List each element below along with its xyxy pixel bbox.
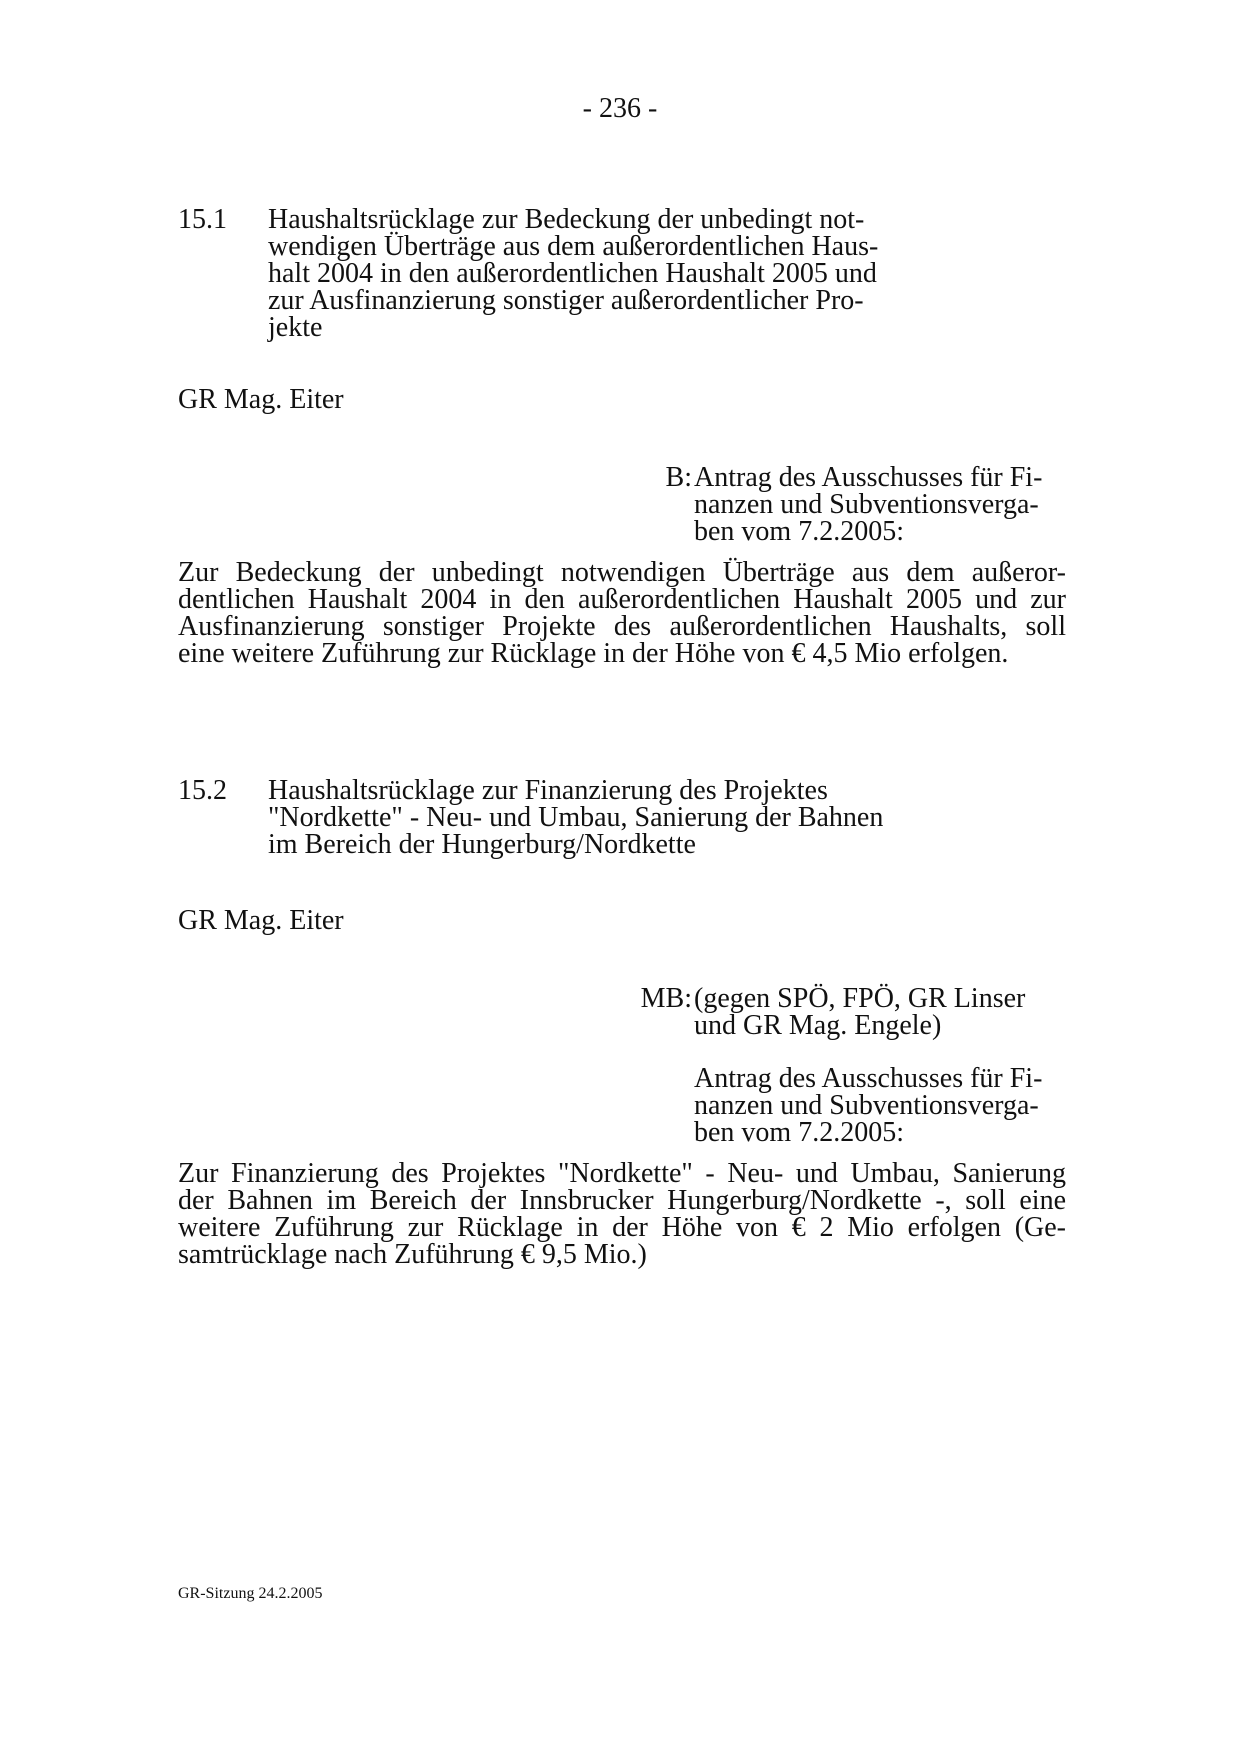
body-line: Zur Finanzierung des Projektes "Nordkette" - Neu- und Umbau, Sanierung [178, 1158, 1066, 1189]
item-title-15-2 [268, 777, 968, 858]
item-number-15-2: 15.2 [178, 775, 227, 806]
body-line: eine weitere Zuführung zur Rücklage in der Höhe von € 4,5 Mio erfolgen. [178, 638, 1009, 669]
title-line: "Nordkette" - Neu- und Umbau, Sanierung der Bahnen [268, 802, 884, 833]
verdict-text-15-1 [694, 464, 1042, 545]
speaker-15-2: GR Mag. Eiter [178, 905, 344, 936]
body-line: Zur Bedeckung der unbedingt notwendigen Überträge aus dem außeror- [178, 557, 1066, 588]
page-number: - 236 - [582, 93, 658, 124]
verdict-line: ben vom 7.2.2005: [694, 1117, 904, 1148]
title-line: zur Ausfinanzierung sonstiger außerordentlicher Pro- [268, 285, 864, 316]
body-line: der Bahnen im Bereich der Innsbrucker Hungerburg/Nordkette -, soll eine [178, 1185, 1066, 1216]
title-line: im Bereich der Hungerburg/Nordkette [268, 829, 696, 860]
body-line: dentlichen Haushalt 2004 in den außerordentlichen Haushalt 2005 und zur [178, 584, 1066, 615]
title-line: Haushaltsrücklage zur Bedeckung der unbedingt not- [268, 204, 865, 235]
verdict-label-15-2: MB: [640, 983, 692, 1014]
verdict-line: Antrag des Ausschusses für Fi- [694, 462, 1043, 493]
verdict-note-line: (gegen SPÖ, FPÖ, GR Linser [694, 983, 1026, 1014]
title-line: halt 2004 in den außerordentlichen Haushalt 2005 und [268, 258, 877, 289]
body-line: samtrücklage nach Zuführung € 9,5 Mio.) [178, 1239, 647, 1270]
verdict-note-15-2 [694, 985, 1025, 1039]
verdict-line: nanzen und Subventionsverga- [694, 489, 1039, 520]
title-line: wendigen Überträge aus dem außerordentlichen Haus- [268, 231, 879, 262]
resolution-text-15-1 [178, 559, 1066, 667]
page-footer: GR-Sitzung 24.2.2005 [178, 1585, 323, 1602]
verdict-line: nanzen und Subventionsverga- [694, 1090, 1039, 1121]
verdict-label-15-1: B: [665, 462, 692, 493]
speaker-15-1: GR Mag. Eiter [178, 384, 344, 415]
body-line: Ausfinanzierung sonstiger Projekte des außerordentlichen Haushalts, soll [178, 611, 1066, 642]
resolution-text-15-2 [178, 1160, 1066, 1268]
item-number-15-1: 15.1 [178, 204, 227, 235]
verdict-text-15-2 [694, 1065, 1042, 1146]
verdict-line: ben vom 7.2.2005: [694, 516, 904, 547]
body-line: weitere Zuführung zur Rücklage in der Höhe von € 2 Mio erfolgen (Ge- [178, 1212, 1066, 1243]
verdict-line: Antrag des Ausschusses für Fi- [694, 1063, 1043, 1094]
title-line: jekte [268, 312, 323, 343]
verdict-note-line: und GR Mag. Engele) [694, 1010, 942, 1041]
title-line: Haushaltsrücklage zur Finanzierung des Projektes [268, 775, 828, 806]
item-title-15-1 [268, 206, 968, 341]
